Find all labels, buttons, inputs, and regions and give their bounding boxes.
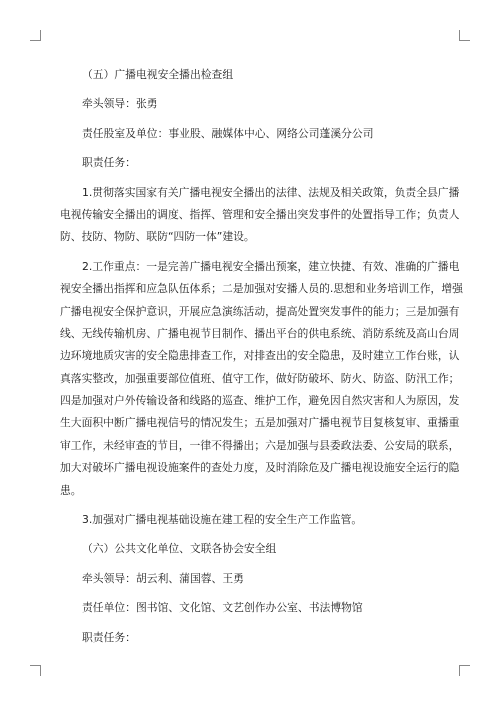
section6-duties-label: 职责任务：	[82, 630, 136, 644]
paragraph-line: 审工作，未经审查的节目，一律不得播出；六是加强与县委政法委、公安局的联系，	[60, 438, 460, 452]
section5-units: 责任股室及单位：事业股、融媒体中心、网络公司蓬溪分公司	[82, 126, 374, 140]
paragraph-line: 加大对破坏广播电视设施案件的查处力度，及时消除危及广播电视设施安全运行的隐	[60, 461, 460, 475]
paragraph-line: 患。	[60, 483, 82, 497]
crop-mark-top-left	[30, 30, 41, 41]
paragraph-line: 2.工作重点：一是完善广播电视安全播出预案，建立快捷、有效、准确的广播电	[82, 259, 460, 273]
paragraph-line: 真落实整改，加强重要部位值班、值守工作，做好防破坏、防火、防盗、防汛工作；	[60, 371, 460, 385]
paragraph-line: 视安全播出指挥和应急队伍体系；二是加强对安播人员的.思想和业务培训工作，增强	[60, 282, 463, 296]
section5-duties-label: 职责任务：	[82, 156, 136, 170]
paragraph-line: 广播电视安全保护意识，开展应急演练活动，提高处置突发事件的能力；三是加强有	[60, 304, 460, 318]
crop-mark-bottom-right	[459, 665, 470, 676]
section6-leader: 牵头领导：胡云利、蒲国蓉、王勇	[82, 571, 244, 585]
paragraph-line: 边环境地质灾害的安全隐患排查工作，对排查出的安全隐患，及时建立工作台账，认	[60, 349, 460, 363]
section5-duty2	[60, 256, 463, 502]
section5-duty3: 3.加强对广播电视基础设施在建工程的安全生产工作监管。	[82, 513, 363, 527]
section6-units: 责任单位：图书馆、文化馆、文艺创作办公室、书法博物馆	[82, 601, 363, 615]
paragraph-line: 四是加强对户外传输设备和线路的巡查、维护工作，避免因自然灾害和人为原因，发	[60, 394, 460, 408]
paragraph-line: 生大面积中断广播电视信号的情况发生；五是加强对广播电视节目复核复审、重播重	[60, 416, 460, 430]
paragraph-line: 防、技防、物防、联防“四防一体”建设。	[60, 230, 255, 244]
section5-leader: 牵头领导：张勇	[82, 97, 158, 111]
document-body	[60, 64, 463, 649]
paragraph-line: 1.贯彻落实国家有关广播电视安全播出的法律、法规及相关政策，负责全县广播	[82, 185, 460, 199]
paragraph-line: 电视传输安全播出的调度、指挥、管理和安全播出突发事件的处置指导工作；负责人	[60, 207, 460, 221]
crop-mark-top-right	[459, 30, 470, 41]
section6-title: （六）公共文化单位、文联各协会安全组	[82, 542, 277, 556]
section5-duty1	[60, 182, 460, 249]
paragraph-line: 线、无线传输机房、广播电视节目制作、播出平台的供电系统、消防系统及高山台周	[60, 326, 460, 340]
section5-title: （五）广播电视安全播出检查组	[82, 68, 234, 81]
crop-mark-bottom-left	[30, 665, 41, 676]
